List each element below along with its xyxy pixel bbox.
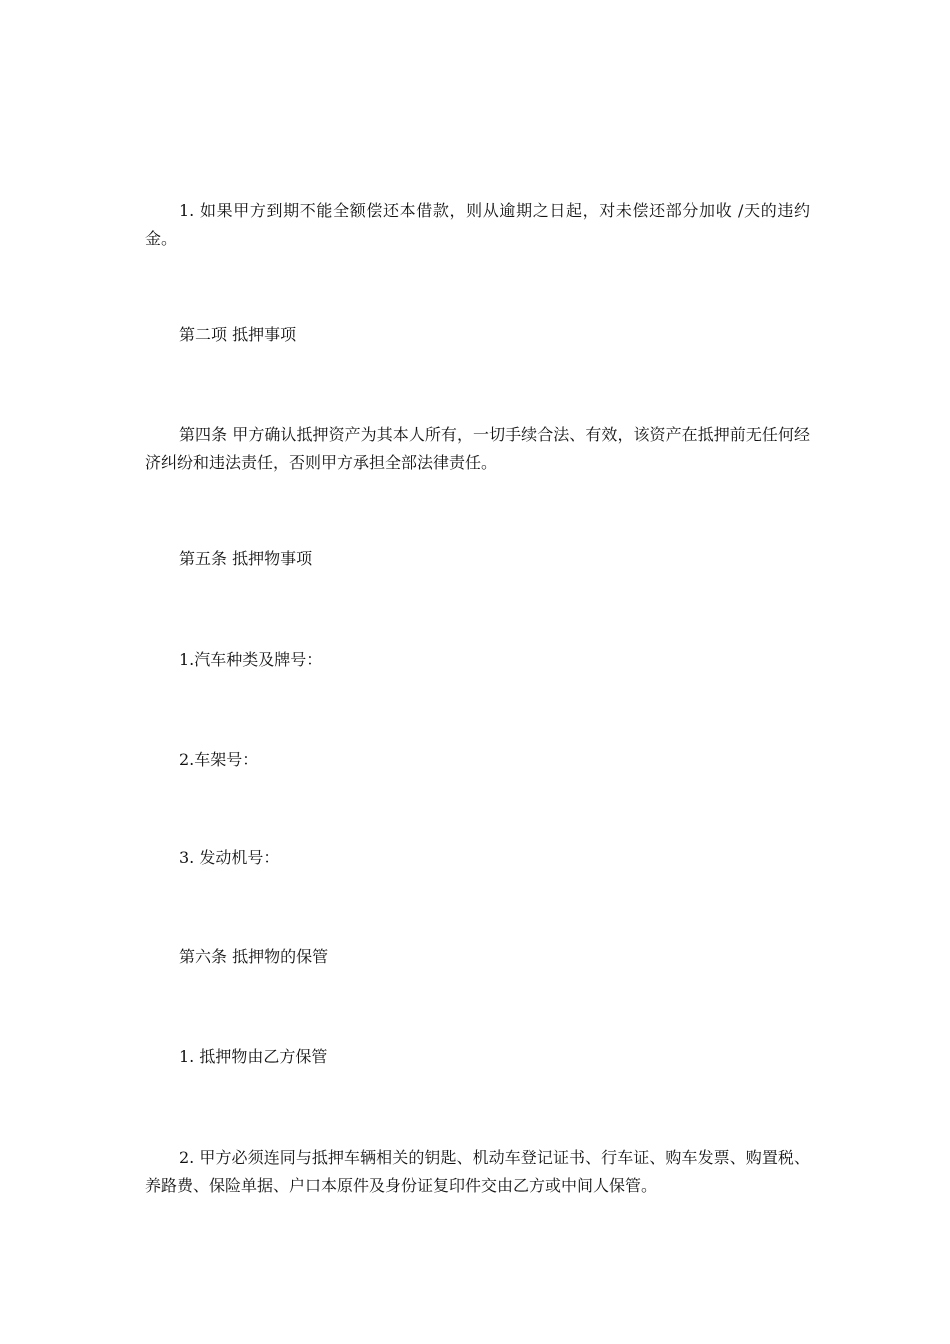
custody-clause-2: 2. 甲方必须连同与抵押车辆相关的钥匙、机动车登记证书、行车证、购车发票、购置税、养路费、保险单据、户口本原件及身份证复印件交由乙方或中间人保管。 [145, 1148, 810, 1195]
article-4-paragraph: 第四条 甲方确认抵押资产为其本人所有，一切手续合法、有效，该资产在抵押前无任何经济纠纷和违法责任，否则甲方承担全部法律责任。 [145, 425, 810, 472]
vehicle-type-plate-field: 1.汽车种类及牌号： [179, 650, 323, 669]
frame-number-field: 2.车架号： [179, 750, 259, 769]
article-6-heading: 第六条 抵押物的保管 [179, 947, 329, 966]
clause-penalty-paragraph: 1. 如果甲方到期不能全额偿还本借款，则从逾期之日起，对未偿还部分加收 /天的违约金。 [145, 201, 810, 248]
section-heading-mortgage-matters: 第二项 抵押事项 [179, 325, 297, 344]
custody-clause-1: 1. 抵押物由乙方保管 [179, 1047, 328, 1066]
engine-number-field: 3. 发动机号： [179, 848, 280, 867]
article-5-heading: 第五条 抵押物事项 [179, 549, 313, 568]
